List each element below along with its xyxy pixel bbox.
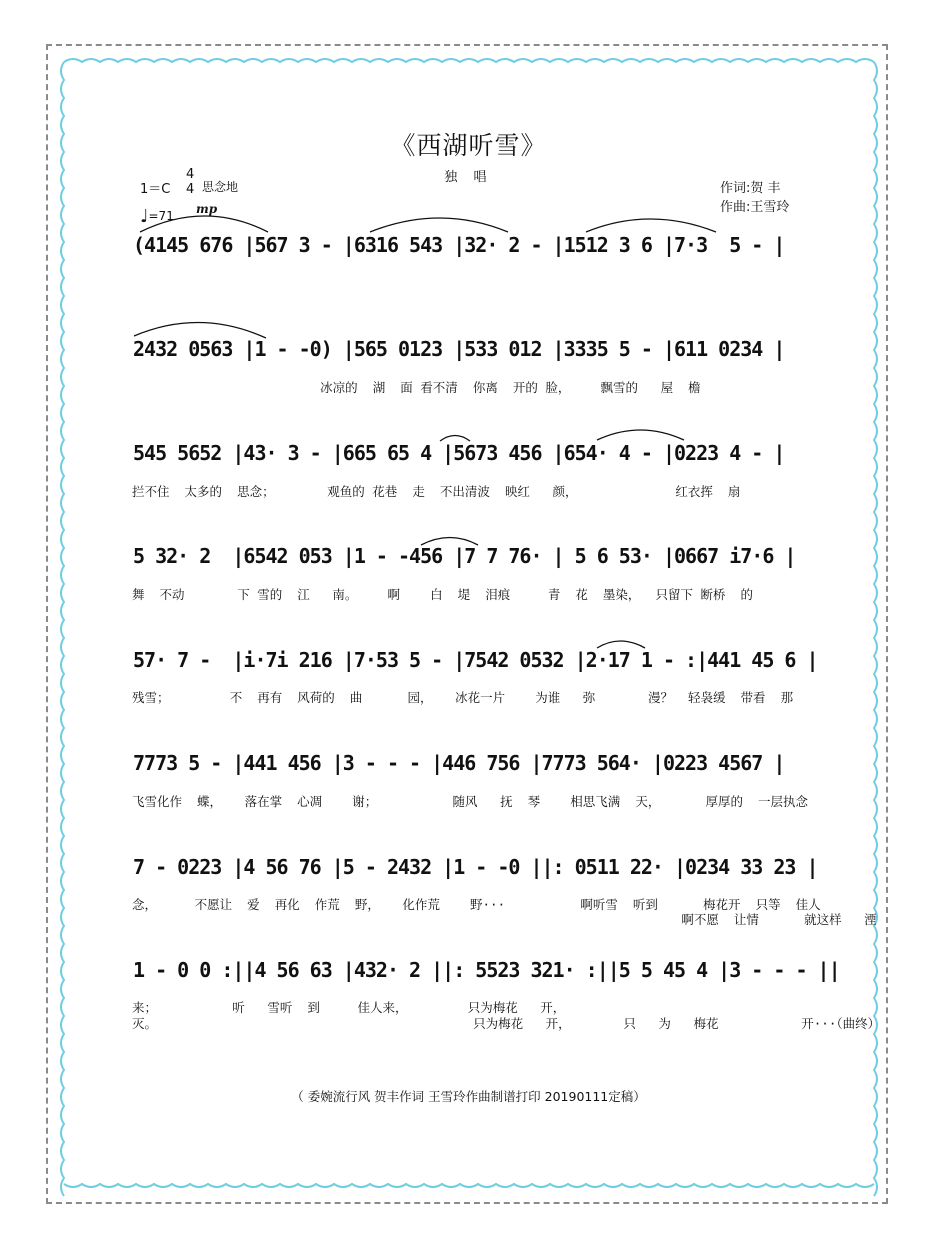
time-signature: 4 4	[186, 167, 195, 197]
lyricist-credit: 作词:贺 丰	[720, 181, 781, 196]
lyrics-line-8b: 灭。 只为梅花 开， 只 为 梅花 开···（曲终）	[132, 1016, 881, 1031]
lyrics-line-3: 拦不住 太多的 思念； 观鱼的 花巷 走 不出清波 映红 颜， 红衣挥 扇	[132, 484, 741, 499]
notation-line-4: 5 32· 2 |6542 053 |1 - -456 |7 7 76· | 5 6 53· |0667 i7·6 |	[133, 544, 796, 568]
quarter-note-icon: ♩	[140, 206, 149, 227]
notation-line-6: 7773 5 - |441 456 |3 - - - |446 756 |7773 564· |0223 4567 |	[133, 751, 785, 775]
lyrics-line-8a: 来； 听 雪听 到 佳人来， 只为梅花 开，	[132, 1000, 566, 1015]
footer-note: （ 委婉流行风 贺丰作词 王雪玲作曲制谱打印 20190111定稿）	[291, 1089, 646, 1104]
lyrics-line-4: 舞 不动 下 雪的 江 南。 啊 白 堤 泪痕 青 花 墨染， 只留下 断桥 的	[132, 587, 754, 602]
dynamic-mark: mp	[196, 202, 218, 216]
notation-line-2: 2432 0563 |1 - -0) |565 0123 |533 012 |3335 5 - |611 0234 |	[133, 337, 785, 361]
notation-line-1: (4145 676 |567 3 - |6316 543 |32· 2 - |1512 3 6 |7·3 5 - |	[133, 233, 785, 257]
key-signature: 1＝C	[140, 182, 171, 197]
song-title: 《西湖听雪》	[390, 131, 547, 160]
lyrics-line-2: 冰凉的 湖 面 看不清 你离 开的 脸， 飘雪的 屋 檐	[132, 380, 701, 395]
notation-line-8: 1 - 0 0 :||4 56 63 |432· 2 ||: 5523 321· :||5 5 45 4 |3 - - - ||	[133, 958, 840, 982]
notation-line-7: 7 - 0223 |4 56 76 |5 - 2432 |1 - -0 ||: 0511 22· |0234 33 23 |	[133, 855, 818, 879]
composer-credit: 作曲:王雪玲	[720, 200, 790, 215]
lyrics-line-7a: 念， 不愿让 爱 再化 作荒 野， 化作荒 野··· 啊听雪 听到 梅花开 只等 佳人	[132, 897, 821, 912]
performance-type: 独 唱	[444, 170, 493, 185]
expression-mark: 思念地	[202, 180, 239, 194]
lyrics-line-5: 残雪； 不 再有 风荷的 曲 园， 冰花一片 为谁 弥 漫？ 轻袅缓 带看 那	[132, 690, 794, 705]
tempo-mark: ♩=71	[140, 206, 174, 227]
lyrics-line-6: 飞雪化作 蝶， 落在掌 心凋 谢； 随风 抚 琴 相思飞满 天， 厚厚的 一层执念	[132, 794, 809, 809]
notation-line-5: 57· 7 - |i·7i 216 |7·53 5 - |7542 0532 |2·17 1 - :|441 45 6 |	[133, 648, 818, 672]
notation-line-3: 545 5652 |43· 3 - |665 65 4 |5673 456 |654· 4 - |0223 4 - |	[133, 441, 785, 465]
lyrics-line-7b: 啊不愿 让情 就这样 湮	[132, 912, 877, 927]
